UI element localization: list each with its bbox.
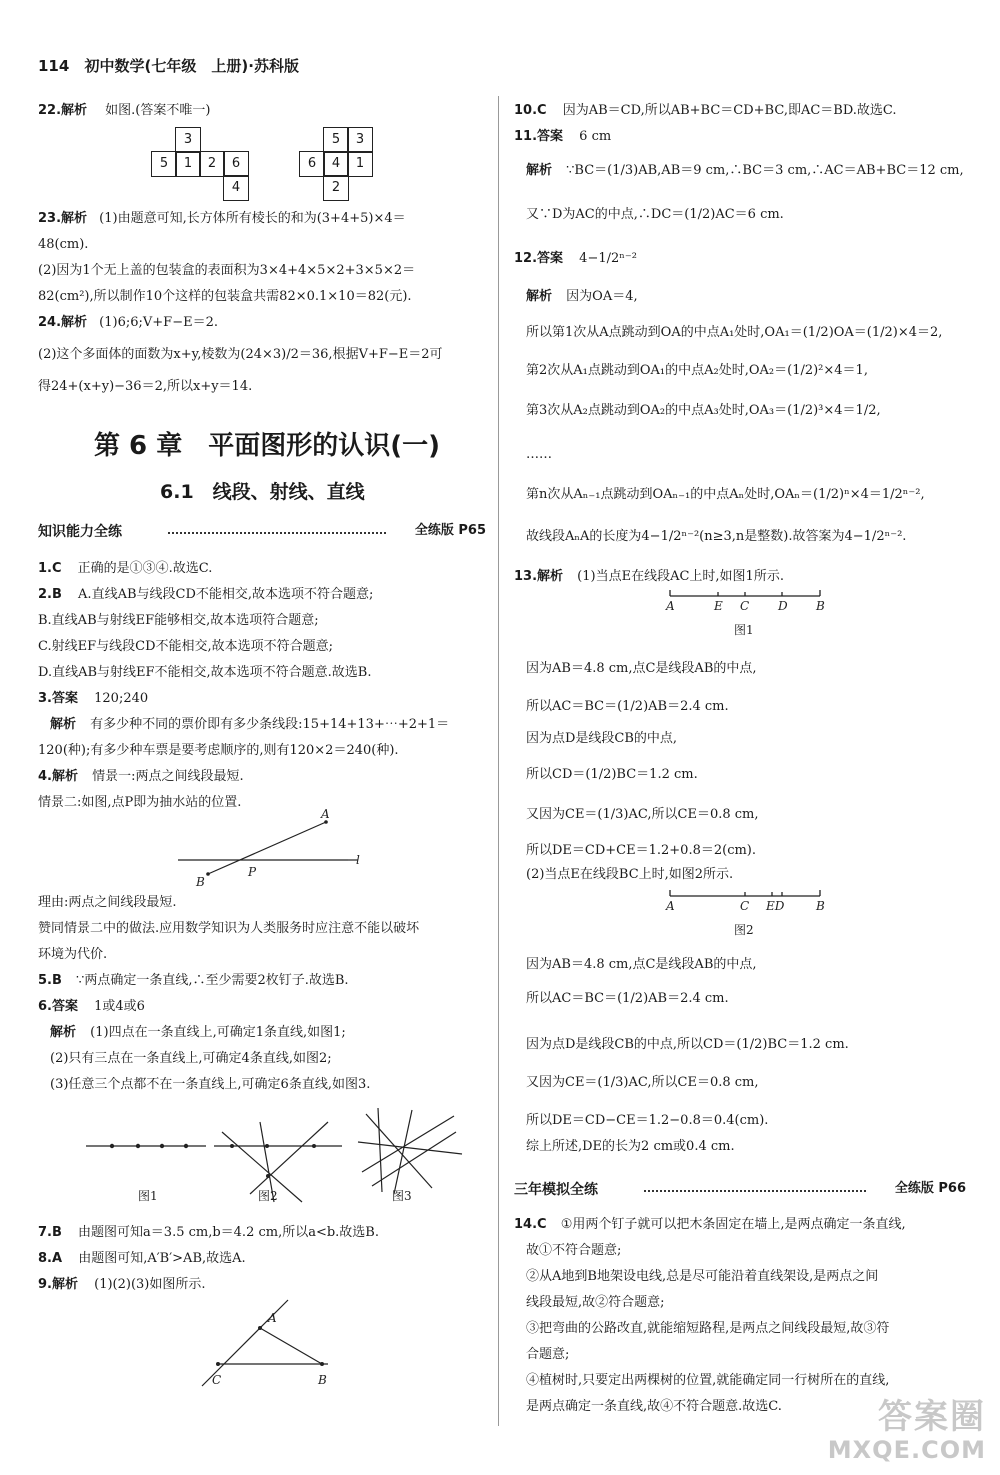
answer-text: 有多少种不同的票价即有多少条线段:15+14+13+⋯+2+1＝ xyxy=(90,717,450,732)
answer-line xyxy=(38,1000,145,1015)
q4-figure xyxy=(168,808,418,892)
answer-line: ④植树时,只要定出两棵树的位置,就能确定同一行树所在的直线, xyxy=(526,1373,890,1388)
answer-text: ∵BC＝(1/3)AB,AB＝9 cm,∴BC＝3 cm,∴AC＝AB+BC＝12 cm, xyxy=(566,163,964,178)
net2-cell: 1 xyxy=(347,151,372,176)
answer-label: 10.C xyxy=(514,103,547,118)
q23-line xyxy=(38,212,406,227)
net1-cell: 4 xyxy=(223,175,248,200)
answer-label: 6.答案 xyxy=(38,999,78,1014)
answer-label: 2.B xyxy=(38,587,62,602)
answer-label: 12.答案 xyxy=(514,251,564,266)
label-b: B xyxy=(318,1373,327,1387)
net2-cell xyxy=(299,127,324,152)
answer-line: ③把弯曲的公路改直,就能缩短路程,是两点之间线段最短,故③符 xyxy=(526,1321,890,1336)
section-header-ref: 全练版 P65 xyxy=(414,523,486,538)
net2-cell: 6 xyxy=(299,151,324,176)
q6-fig2 xyxy=(214,1122,342,1203)
answer-text: 由题图可知,A′B′>AB,故选A. xyxy=(78,1251,246,1266)
answer-line: 所以DE＝CD−CE＝1.2−0.8＝0.4(cm). xyxy=(526,1113,769,1128)
answer-line xyxy=(514,104,897,119)
label-c: C xyxy=(212,1373,222,1387)
answer-label: 解析 xyxy=(526,163,553,178)
fig1-point-label: C xyxy=(740,599,750,613)
cube-net-1 xyxy=(152,128,248,200)
answer-line xyxy=(514,570,784,585)
answer-line: 第n次从Aₙ₋₁点跳动到OAₙ₋₁的中点Aₙ处时,OAₙ＝(1/2)ⁿ×4＝1/2ⁿ⁻², xyxy=(526,487,925,502)
answer-label: 4.解析 xyxy=(38,769,78,784)
q6-fig3 xyxy=(358,1108,462,1203)
answer-label: 解析 xyxy=(50,717,77,732)
dotted-leader xyxy=(644,1190,866,1192)
net1-cell: 5 xyxy=(151,151,176,176)
answer-label: 8.A xyxy=(38,1251,63,1266)
fig2-point-label: ED xyxy=(766,899,785,913)
section-header-title: 三年模拟全练 xyxy=(514,1182,598,1198)
answer-label: 7.B xyxy=(38,1225,62,1240)
q13-figure-1 xyxy=(654,586,834,646)
answer-line: 故线段AₙA的长度为4−1/2ⁿ⁻²(n≥3,n是整数).故答案为4−1/2ⁿ⁻². xyxy=(526,529,907,544)
net2-cell: 5 xyxy=(323,127,348,152)
answer-line: ②从A地到B地架设电线,总是尽可能沿着直线架设,是两点之间 xyxy=(526,1269,879,1284)
q23-text: (1)由题意可知,长方体所有棱长的和为(3+4+5)×4＝ xyxy=(99,211,406,226)
q24-line xyxy=(38,316,218,331)
answer-line xyxy=(514,130,611,145)
fig3-caption: 图3 xyxy=(392,1189,412,1203)
answer-line xyxy=(38,770,244,785)
answer-text: 4−1/2ⁿ⁻² xyxy=(579,251,637,266)
fig1-point-label: D xyxy=(778,599,788,613)
answer-line: 所以CD＝(1/2)BC＝1.2 cm. xyxy=(526,767,698,782)
answer-line: 赞同情景二中的做法.应用数学知识为人类服务时应注意不能以破坏 xyxy=(38,921,420,936)
answer-line: 因为点D是线段CB的中点, xyxy=(526,731,678,746)
cube-net-2 xyxy=(300,128,396,200)
answer-line: 故①不符合题意; xyxy=(526,1243,622,1258)
answer-line: 理由:两点之间线段最短. xyxy=(38,895,177,910)
answer-label: 解析 xyxy=(50,1025,77,1040)
q6-fig1 xyxy=(86,1144,206,1203)
answer-label: 9.解析 xyxy=(38,1277,78,1292)
q23-line: (2)因为1个无上盖的包装盒的表面积为3×4+4×5×2+3×5×2＝ xyxy=(38,263,416,278)
answer-text: 因为AB＝CD,所以AB+BC＝CD+BC,即AC＝BD.故选C. xyxy=(562,103,897,118)
answer-line: 情景二:如图,点P即为抽水站的位置. xyxy=(38,795,242,810)
answer-line: 线段最短,故②符合题意; xyxy=(526,1295,665,1310)
section-header-title: 知识能力全练 xyxy=(38,524,122,540)
answer-line xyxy=(38,588,373,603)
net1-cell xyxy=(151,127,176,152)
answer-text: 120;240 xyxy=(94,691,149,706)
fig1-caption: 图1 xyxy=(138,1189,158,1203)
answer-line xyxy=(526,164,964,179)
answer-label: 1.C xyxy=(38,561,62,576)
net1-cell xyxy=(175,175,200,200)
section-header-ref: 全练版 P66 xyxy=(894,1181,966,1196)
answer-label: 13.解析 xyxy=(514,569,564,584)
answer-line: 第3次从A₂点跳动到OA₂的中点A₃处时,OA₃＝(1/2)³×4＝1/2, xyxy=(526,403,881,418)
q24-text: (1)6;6;V+F−E＝2. xyxy=(99,315,218,330)
q9-figure xyxy=(198,1292,378,1402)
answer-text: (1)四点在一条直线上,可确定1条直线,如图1; xyxy=(90,1025,346,1040)
answer-text: (1)当点E在线段AC上时,如图1所示. xyxy=(577,569,784,584)
net2-cell: 4 xyxy=(323,151,348,176)
answer-line xyxy=(38,974,349,989)
answer-label: 解析 xyxy=(526,289,553,304)
net2-cell xyxy=(347,175,372,200)
answer-line: 又∵D为AC的中点,∴DC＝(1/2)AC＝6 cm. xyxy=(526,207,784,222)
answer-line: 所以DE＝CD+CE＝1.2+0.8＝2(cm). xyxy=(526,843,757,858)
watermark-url: MXQE.COM xyxy=(827,1436,986,1465)
q24-line: 得24+(x+y)−36＝2,所以x+y＝14. xyxy=(38,379,253,394)
answer-line: 因为点D是线段CB的中点,所以CD＝(1/2)BC＝1.2 cm. xyxy=(526,1037,849,1052)
answer-line: 综上所述,DE的长为2 cm或0.4 cm. xyxy=(526,1139,735,1154)
answer-line: …… xyxy=(526,447,552,462)
column-divider xyxy=(498,96,499,1426)
answer-text: 6 cm xyxy=(579,129,612,144)
chapter-title: 第 6 章 平面图形的认识(一) xyxy=(94,431,440,461)
net2-cell: 3 xyxy=(347,127,372,152)
answer-label: 11.答案 xyxy=(514,129,564,144)
segment-ab xyxy=(260,1328,322,1364)
watermark xyxy=(828,1398,986,1465)
fig2-caption: 图2 xyxy=(734,923,754,937)
q13-figure-2 xyxy=(654,886,834,946)
dotted-leader xyxy=(168,532,386,534)
net1-cell xyxy=(151,175,176,200)
answer-label: 5.B xyxy=(38,973,62,988)
answer-label: 3.答案 xyxy=(38,691,78,706)
answer-line: 所以AC＝BC＝(1/2)AB＝2.4 cm. xyxy=(526,699,729,714)
page-number: 114 xyxy=(38,57,70,75)
answer-line: C.射线EF与线段CD不能相交,故本选项不符合题意; xyxy=(38,639,334,654)
answer-line xyxy=(514,1218,906,1233)
answer-line: 又因为CE＝(1/3)AC,所以CE＝0.8 cm, xyxy=(526,1075,759,1090)
net2-cell: 2 xyxy=(323,175,348,200)
label-a: A xyxy=(268,1311,277,1325)
answer-line: (2)当点E在线段BC上时,如图2所示. xyxy=(526,867,734,882)
answer-text: A.直线AB与线段CD不能相交,故本选项不符合题意; xyxy=(78,587,374,602)
watermark-text: 答案圈 xyxy=(878,1397,986,1438)
section-header-knowledge xyxy=(38,524,486,540)
q6-figures xyxy=(82,1102,482,1212)
net1-cell: 3 xyxy=(175,127,200,152)
answer-line: 合题意; xyxy=(526,1347,570,1362)
answer-line xyxy=(38,1252,246,1267)
answer-line: 第2次从A₁点跳动到OA₁的中点A₂处时,OA₂＝(1/2)²×4＝1, xyxy=(526,363,868,378)
net1-cell: 2 xyxy=(199,151,224,176)
answer-text: 由题图可知a＝3.5 cm,b＝4.2 cm,所以a<b.故选B. xyxy=(78,1225,379,1240)
net2-cell xyxy=(371,175,396,200)
q24-label: 24.解析 xyxy=(38,315,88,330)
point-b xyxy=(206,872,210,876)
q22-label: 22.解析 xyxy=(38,103,88,118)
net1-cell xyxy=(199,127,224,152)
answer-line: 所以AC＝BC＝(1/2)AB＝2.4 cm. xyxy=(526,991,729,1006)
section-header-three-year xyxy=(514,1182,966,1198)
net1-cell xyxy=(223,127,248,152)
q22-text: 如图.(答案不唯一) xyxy=(105,103,211,118)
book-title: 初中数学(七年级 上册)·苏科版 xyxy=(84,57,299,75)
fig2-caption: 图2 xyxy=(258,1189,278,1203)
answer-text: 情景一:两点之间线段最短. xyxy=(92,769,244,784)
q22-line xyxy=(38,104,210,119)
answer-line: 环境为代价. xyxy=(38,947,108,962)
answer-line: 120(种);有多少种车票是要考虑顺序的,则有120×2＝240(种). xyxy=(38,743,399,758)
answer-line xyxy=(38,692,148,707)
label-a: A xyxy=(321,808,330,821)
net2-cell xyxy=(371,127,396,152)
segment-ab xyxy=(208,822,326,874)
fig2-point-label: A xyxy=(666,899,675,913)
label-b: B xyxy=(196,875,205,889)
label-p: P xyxy=(248,865,257,879)
fig1-point-label: B xyxy=(816,599,825,613)
answer-line xyxy=(514,252,637,267)
net2-cell xyxy=(299,175,324,200)
answer-line xyxy=(50,1026,346,1041)
page-header xyxy=(38,58,299,75)
net1-cell: 6 xyxy=(223,151,248,176)
label-l: l xyxy=(356,853,360,867)
fig2-point-label: C xyxy=(740,899,750,913)
q23-line: 48(cm). xyxy=(38,237,89,252)
answer-line xyxy=(38,1226,379,1241)
answer-line xyxy=(38,562,212,577)
answer-label: 14.C xyxy=(514,1217,547,1232)
q23-label: 23.解析 xyxy=(38,211,88,226)
answer-text: 1或4或6 xyxy=(94,999,145,1014)
q24-line: (2)这个多面体的面数为x+y,棱数为(24×3)/2＝36,根据V+F−E＝2可 xyxy=(38,347,443,362)
fig1-caption: 图1 xyxy=(734,623,754,637)
fig1-point-label: A xyxy=(666,599,675,613)
answer-line xyxy=(38,1278,206,1293)
net2-cell xyxy=(371,151,396,176)
answer-line: B.直线AB与射线EF能够相交,故本选项符合题意; xyxy=(38,613,319,628)
answer-text: (1)(2)(3)如图所示. xyxy=(94,1277,206,1292)
answer-line: 因为AB＝4.8 cm,点C是线段AB的中点, xyxy=(526,661,757,676)
answer-text: ①用两个钉子就可以把木条固定在墙上,是两点确定一条直线, xyxy=(560,1217,906,1232)
net1-cell: 1 xyxy=(175,151,200,176)
answer-line: 又因为CE＝(1/3)AC,所以CE＝0.8 cm, xyxy=(526,807,759,822)
answer-text: 因为OA＝4, xyxy=(566,289,638,304)
q23-line: 82(cm²),所以制作10个这样的包装盒共需82×0.1×10＝82(元). xyxy=(38,289,412,304)
answer-line: 所以第1次从A点跳动到OA的中点A₁处时,OA₁＝(1/2)OA＝(1/2)×4＝2, xyxy=(526,325,943,340)
section-title: 6.1 线段、射线、直线 xyxy=(160,481,365,503)
answer-line: 因为AB＝4.8 cm,点C是线段AB的中点, xyxy=(526,957,757,972)
fig1-point-label: E xyxy=(714,599,723,613)
answer-line: (2)只有三点在一条直线上,可确定4条直线,如图2; xyxy=(50,1051,332,1066)
answer-line xyxy=(50,718,449,733)
answer-line: (3)任意三个点都不在一条直线上,可确定6条直线,如图3. xyxy=(50,1077,371,1092)
answer-line: D.直线AB与射线EF不能相交,故本选项不符合题意.故选B. xyxy=(38,665,372,680)
answer-line xyxy=(526,290,638,305)
net1-cell xyxy=(199,175,224,200)
answer-text: 正确的是①③④.故选C. xyxy=(77,561,213,576)
fig2-point-label: B xyxy=(816,899,825,913)
answer-line: 是两点确定一条直线,故④不符合题意.故选C. xyxy=(526,1399,782,1414)
answer-text: ∵两点确定一条直线,∴至少需要2枚钉子.故选B. xyxy=(76,973,349,988)
